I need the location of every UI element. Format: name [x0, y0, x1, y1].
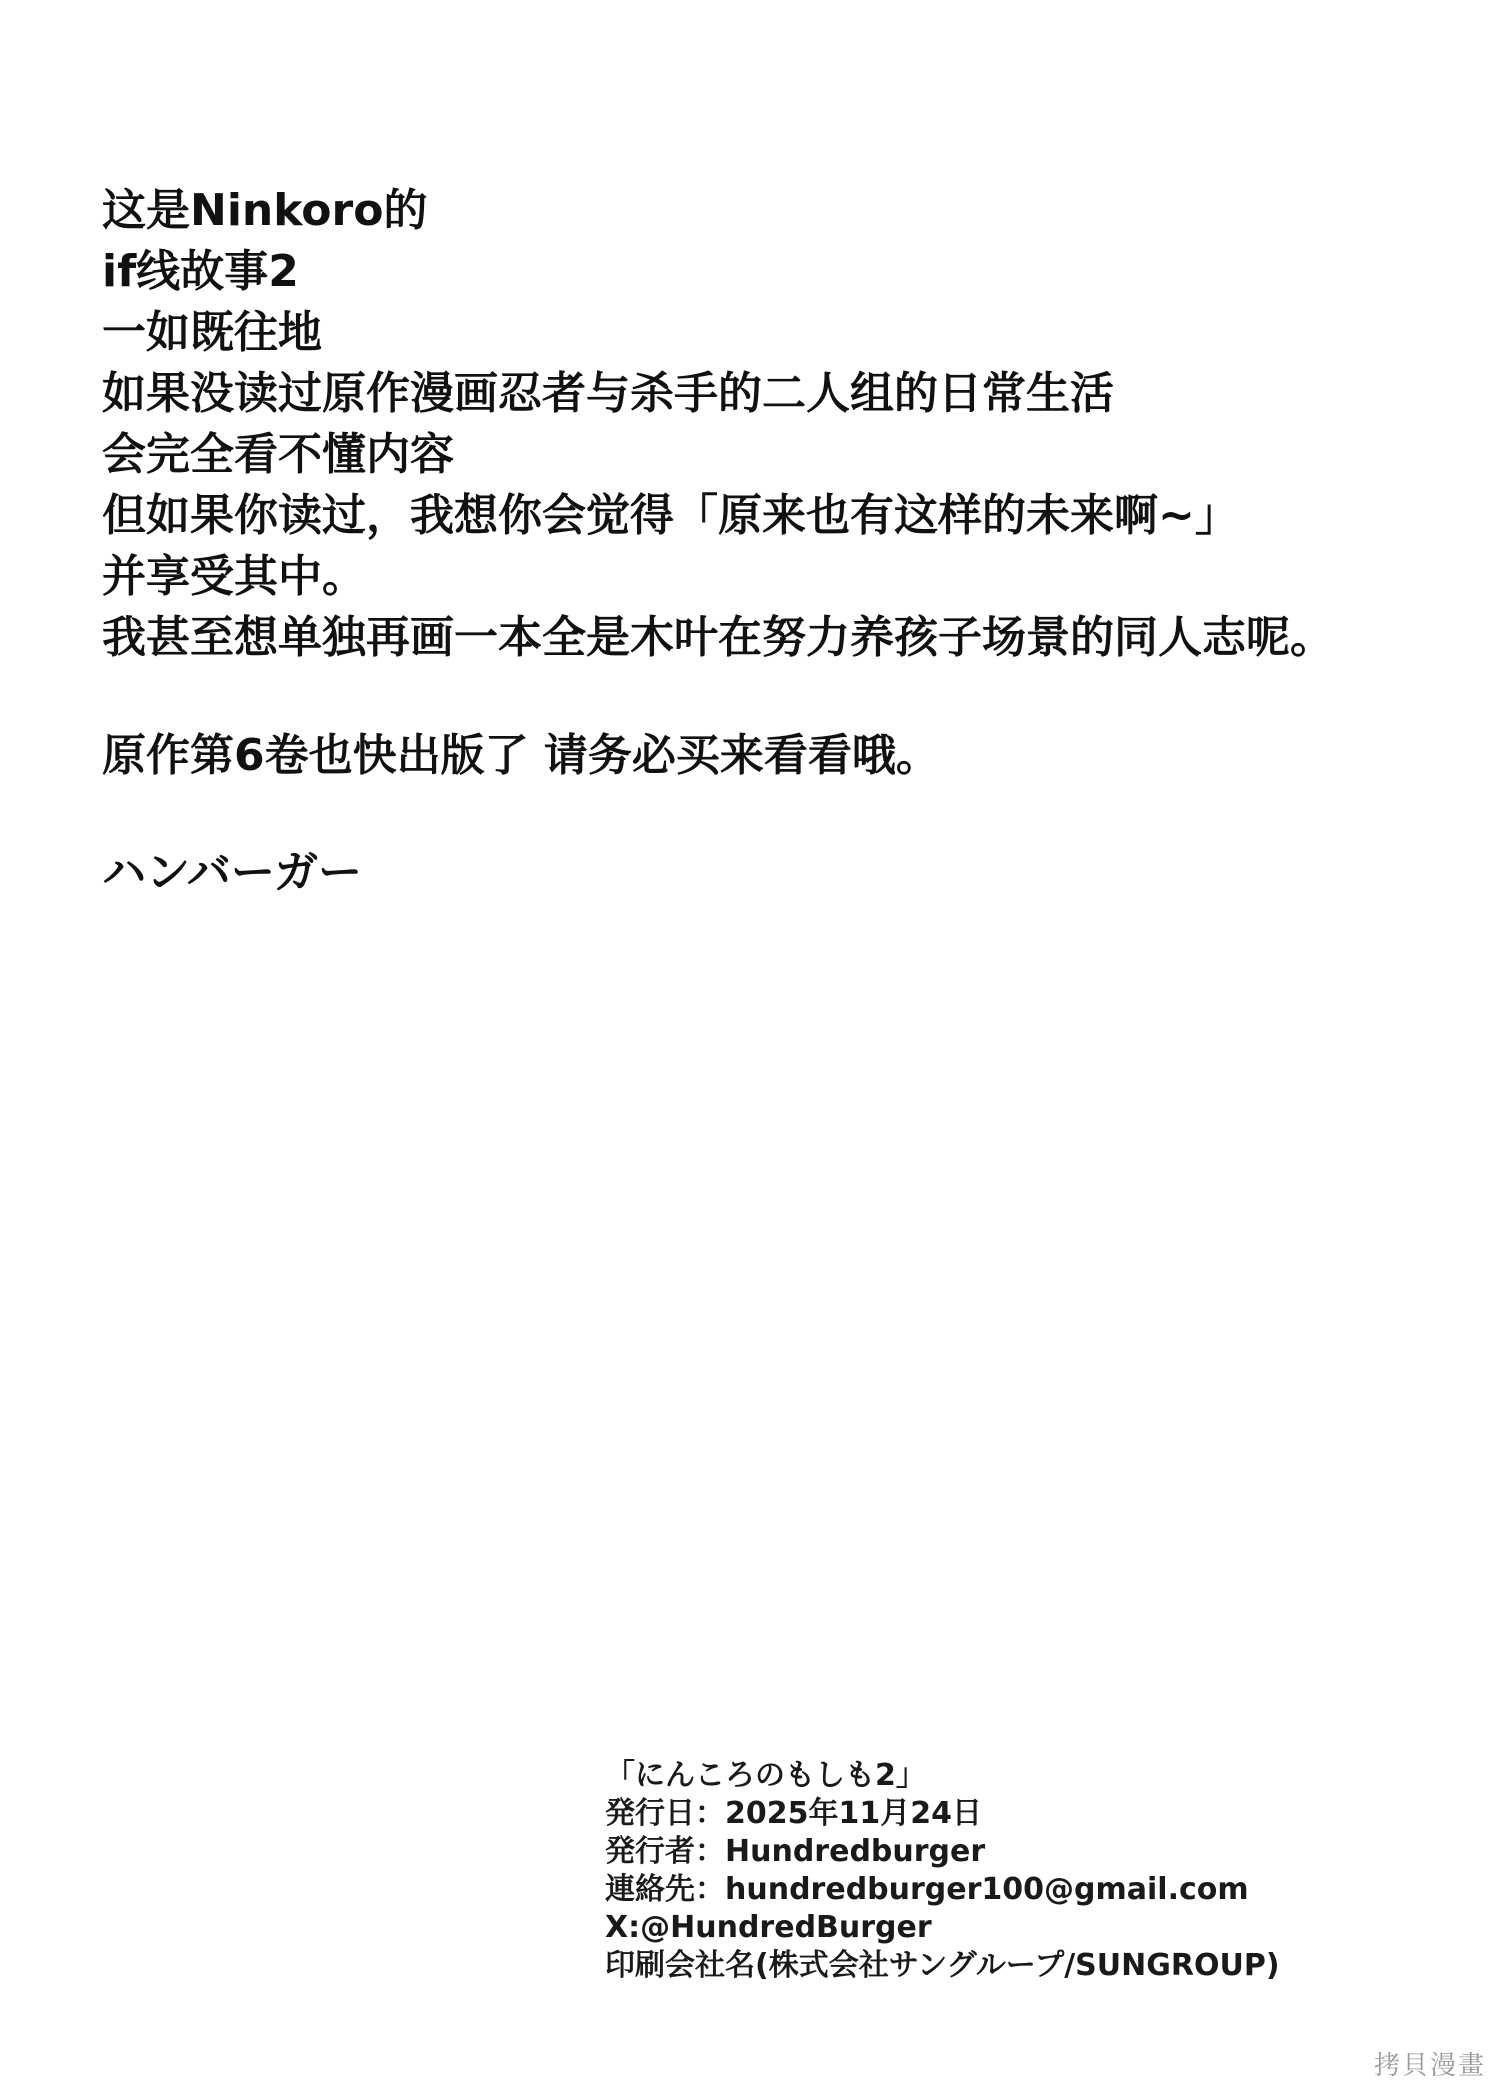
colophon-publisher: 発行者：Hundredburger [605, 1834, 986, 1869]
colophon-publish-date: 発行日：2025年11月24日 [605, 1796, 982, 1831]
colophon [605, 1757, 1365, 1985]
colophon-printer: 印刷会社名(株式会社サングループ/SUNGROUP) [605, 1948, 1280, 1983]
colophon-x-account: X:@HundredBurger [605, 1910, 932, 1945]
afterword-line: 但如果你读过，我想你会觉得「原来也有这样的未来啊~」 [102, 490, 1239, 541]
afterword-line: 会完全看不懂内容 [102, 429, 454, 480]
colophon-contact: 連絡先：hundredburger100@gmail.com [605, 1872, 1249, 1907]
closing-note: 原作第6卷也快出版了 请务必买来看看哦。 [102, 730, 940, 781]
afterword-line: 如果没读过原作漫画忍者与杀手的二人组的日常生活 [102, 368, 1114, 419]
colophon-title: 「にんころのもしも2」 [605, 1758, 926, 1793]
afterword-line: 我甚至想单独再画一本全是木叶在努力养孩子场景的同人志呢。 [102, 612, 1334, 663]
afterword-text [102, 180, 1442, 668]
afterword-line: 这是Ninkoro的 [102, 185, 428, 236]
watermark: 拷貝漫畫 [1373, 2051, 1486, 2081]
afterword-line: 并享受其中。 [102, 551, 366, 602]
afterword-line: 一如既往地 [102, 307, 322, 358]
afterword-line: if线故事2 [102, 246, 299, 297]
author-signature: ハンバーガー [102, 847, 363, 898]
